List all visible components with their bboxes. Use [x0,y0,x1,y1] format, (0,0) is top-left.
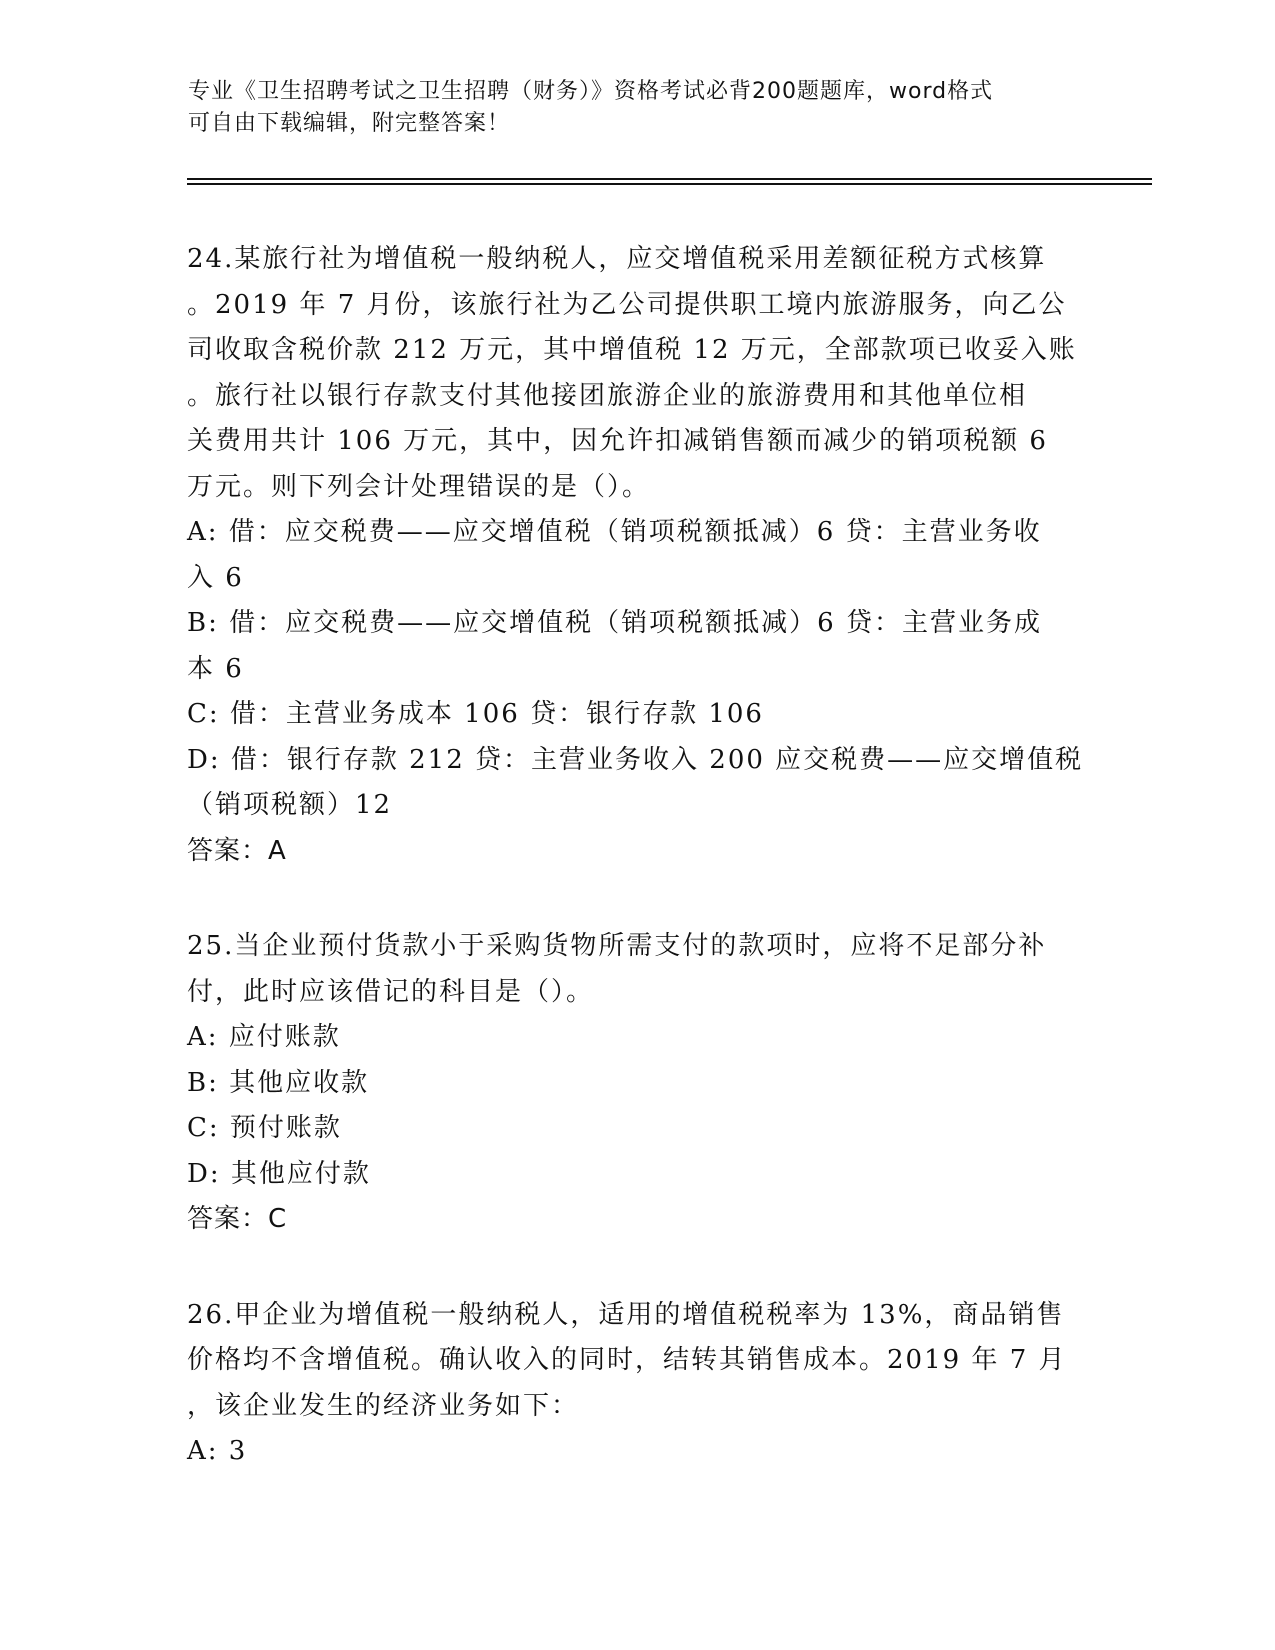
question-content [187,237,1087,1475]
option-d-continued: （销项税额）12 [187,790,393,820]
option-c: C: 借：主营业务成本 106 贷：银行存款 106 [187,699,764,729]
question-26 [187,1293,1087,1475]
answer-label: 答案：A [187,835,287,866]
header-line-1: 专业《卫生招聘考试之卫生招聘（财务）》资格考试必背200题题库，word格式 [188,79,994,104]
answer-label: 答案：C [187,1204,288,1234]
header-divider-bottom [187,183,1152,185]
document-header [188,76,1088,140]
header-divider-top [187,178,1152,180]
question-spacer [187,1243,1087,1293]
option-a-continued: 入 6 [187,562,244,593]
question-text-line: 26.甲企业为增值税一般纳税人，适用的增值税税率为 13%，商品销售 [187,1299,1065,1330]
option-a: A: 应付账款 [187,1022,341,1052]
question-text-line: ，该企业发生的经济业务如下： [187,1390,580,1421]
option-d: D: 其他应付款 [187,1158,371,1189]
question-text-line: 。2019 年 7 月份，该旅行社为乙公司提供职工境内旅游服务，向乙公 [187,289,1067,320]
option-a: A: 3 [187,1436,248,1466]
question-text-line: 24.某旅行社为增值税一般纳税人，应交增值税采用差额征税方式核算 [187,244,1047,274]
question-text-line: 司收取含税价款 212 万元，其中增值税 12 万元，全部款项已收妥入账 [187,335,1077,365]
option-c: C: 预付账款 [187,1113,342,1143]
option-b-continued: 本 6 [187,653,244,684]
question-text-line: 。旅行社以银行存款支付其他接团旅游企业的旅游费用和其他单位相 [187,380,1028,411]
question-spacer [187,874,1087,924]
header-line-2: 可自由下载编辑，附完整答案！ [188,111,511,136]
question-text-line: 价格均不含增值税。确认收入的同时，结转其销售成本。2019 年 7 月 [187,1345,1067,1375]
option-a: A: 借：应交税费——应交增值税（销项税额抵减）6 贷：主营业务收 [187,517,1042,547]
question-24 [187,237,1087,874]
question-text-line: 25.当企业预付货款小于采购货物所需支付的款项时，应将不足部分补 [187,931,1047,961]
question-text-line: 付，此时应该借记的科目是（）。 [187,976,595,1007]
question-25 [187,924,1087,1243]
question-text-line: 万元。则下列会计处理错误的是（）。 [187,471,651,502]
option-b: B: 其他应收款 [187,1067,370,1098]
option-d: D: 借：银行存款 212 贷：主营业务收入 200 应交税费——应交增值税 [187,744,1084,775]
question-text-line: 关费用共计 106 万元，其中，因允许扣减销售额而减少的销项税额 6 [187,426,1048,456]
option-b: B: 借：应交税费——应交增值税（销项税额抵减）6 贷：主营业务成 [187,608,1042,638]
